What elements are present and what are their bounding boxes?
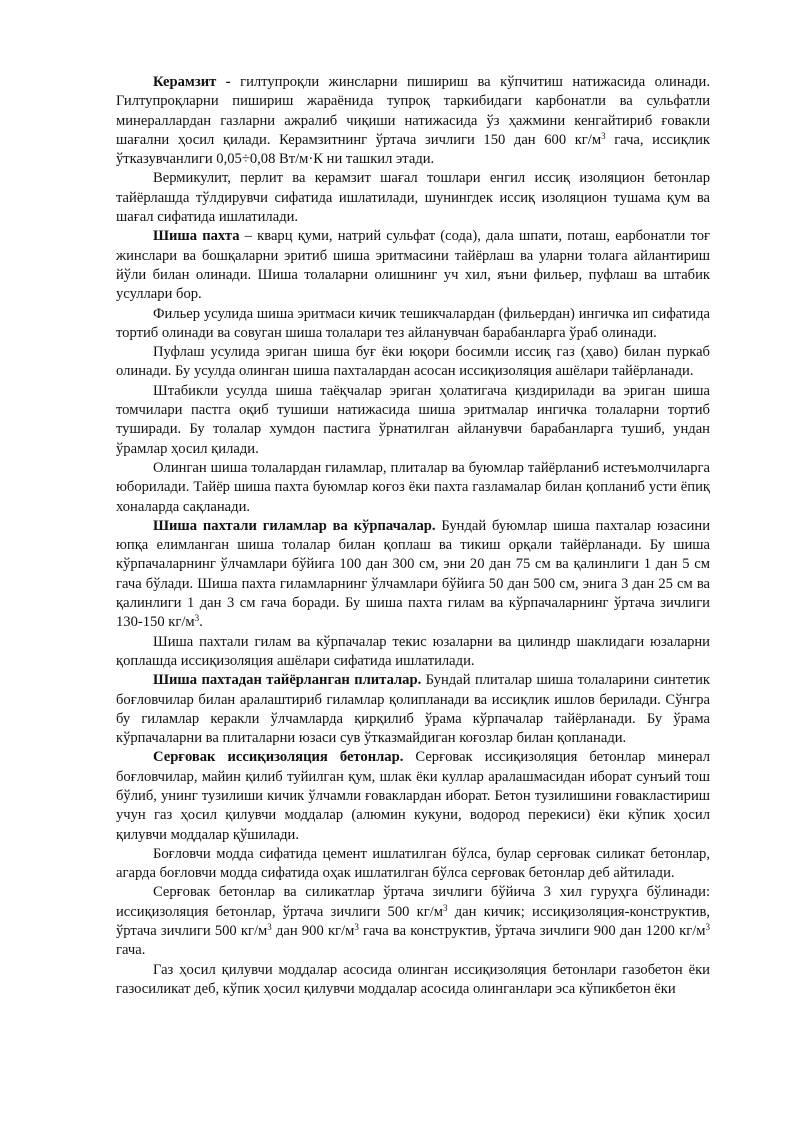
paragraph-filer: Фильер усулида шиша эритмаси кичик тешикчалардан (фильердан) ингичка ип сифатида тортиб олинади ва совуган шиша толалари тез айланувчан барабанларга ўраб олинади. [116,305,710,341]
paragraph-text: дан кичик; иссиқизоляция-конструктив, ўртача зичлиги 500 кг/м [116,903,710,940]
paragraph-keramzit [116,73,710,169]
paragraph-text: Бундай буюмлар шиша пахталар юзасини юпқа елимланган шиша толалар билан қоплаш ва тикиш орқали тайёрланади. Бу шиша кўрпачаларнинг ўлчамлари бўйига 100 дан 300 см, эни 20 дан 75 см ва қалинлиги 1 дан 5 см гача бўлади. Шиша пахта гиламларнинг ўлчамлари бўйига 50 дан 500 см, энига 3 дан 25 см ва қалинлиги 1 дан 3 см гача боради. Бу шиша пахта гилам ва кўрпачаларнинг ўртача зичлиги 130-150 кг/м [116,517,711,631]
paragraph-text: гача, иссиқлик ўтказувчанлиги 0,05÷0,08 Вт/м·К ни ташкил этади. [116,131,710,168]
paragraph-text: Бундай плиталар шиша толаларини синтетик боғловчилар билан аралаштириб гиламлар қолипланади ва иссиқлик ишлов берилади. Сўнгра бу гиламлар керакли ўлчамларда қирқилиб ўрама кўрпачалар тайёрланади. Бу ўрама кўрпачаларни ва плиталарни юзаси сув ўтказмайдиган коғозлар билан қопланади. [116,672,711,747]
superscript: 3 [354,922,359,933]
paragraph-text: – кварц қуми, натрий сульфат (сода), дала шпати, поташ, еарбонатли тоғ жинслари ва бошқаларни эритиб шиша эритмасини тайёрлаш ва уларни толага айлантириш йўли билан олинади. Шиша толаларни олишнинг уч хил, яъни фильер, пуфлаш ва штабик усуллари бор. [116,228,710,303]
paragraph-puflash: Пуфлаш усулида эриган шиша буғ ёки юқори босимли иссиқ газ (ҳаво) билан пуркаб олинади. Бу усулда олинган шиша пахталардан асосан иссиқизоляция ашёлари тайёрланади. [116,344,710,380]
paragraph-plitalar [116,671,710,748]
paragraph-gilam-usage: Шиша пахтали гилам ва кўрпачалар текис юзаларни ва цилиндр шаклидаги юзаларни қоплашда иссиқизоляция ашёлари сифатида ишлатилади. [116,633,710,669]
paragraph-text: гилтупроқли жинсларни пишириш ва кўпчитиш натижасида олинади. Гилтупроқларни пишириш жараёнида тупроқ таркибидаги карбонатли ва сульфатли минераллардан газларни ажралиб чиқиши натижасида ўз ҳажмини кенгайтириб ғовакли шағални ҳосил қилади. Керамзитнинг ўртача зичлиги 150 дан 600 кг/м [116,74,711,148]
paragraph-vermikulit: Вермикулит, перлит ва керамзит шағал тошлари енгил иссиқ изоляцион бетонлар тайёрлашда тўлдирувчи сифатида ишлатилади, шунингдек иссиқ изоляцион тушама қум ва шағал сифатида ишлатилади. [116,170,710,226]
paragraph-gazobeton: Газ ҳосил қилувчи моддалар асосида олинган иссиқизоляция бетонлари газобетон ёки газосиликат деб, кўпик ҳосил қилувчи моддалар асосида олинганлари эса кўпикбетон ёки [116,961,710,997]
superscript: 3 [705,922,710,933]
paragraph-text: дан 900 кг/м [271,923,355,940]
superscript: 3 [194,613,200,624]
term-keramzit: Керамзит - [153,74,231,90]
paragraph-shisha-pakhta [116,227,710,304]
term-shisha-pakhta: Шиша пахта [153,228,240,245]
term-gilamlar: Шиша пахтали гиламлар ва кўрпачалар. [153,517,436,534]
term-sergovak: Серғовак иссиқизоляция бетонлар. [153,749,404,766]
paragraph-text: . [199,614,203,631]
paragraph-sergovak [116,748,710,844]
paragraph-gilamlar [116,517,710,633]
paragraph-shtabik: Штабикли усулда шиша таёқчалар эриган ҳолатигача қиздирилади ва эриган шиша томчилари пастга оқиб тушиши натижасида шиша эритмалар ингичка толаларни тортиб туширади. Бу толалар хумдон пастига ўрнатилган айланувчи барабанларга тушиб, ундан ўрамлар ҳосил қилади. [116,382,710,457]
superscript: 3 [267,922,272,933]
superscript: 3 [601,130,606,141]
paragraph-boglovchi: Боғловчи модда сифатида цемент ишлатилган бўлса, булар серғовак силикат бетонлар, агарда боғловчи модда сифатида оҳак ишлатилган бўлса серғовак бетонлар деб айтилади. [116,845,710,882]
paragraph-text: гача ва конструктив, ўртача зичлиги 900 дан 1200 кг/м [358,923,706,940]
paragraph-guruh [116,883,710,960]
term-plitalar: Шиша пахтадан тайёрланган плиталар. [153,672,422,689]
document-page [116,73,710,999]
paragraph-text: Серғовак бетонлар ва силикатлар ўртача зичлиги бўйича 3 хил гуруҳга бўлинади: иссиқизоляция бетонлар, ўртача зичлиги 500 кг/м [116,884,710,920]
paragraph-olingan: Олинган шиша толалардан гиламлар, плиталар ва буюмлар тайёрланиб истеъмолчиларга юборилади. Тайёр шиша пахта буюмлар коғоз ёки пахта газламалар билан қопланиб усти ёпиқ хоналарда сақланади. [116,459,710,515]
paragraph-text: гача. [116,942,146,959]
superscript: 3 [443,902,448,913]
paragraph-text: Серғовак иссиқизоляция бетонлар минерал боғловчилар, майин қилиб туйилган қум, шлак ёки куллар аралашмасидан иборат сунъий тош бўлиб, унинг тузилиши кичик ўлчамли ғовaклардан иборат. Бетон тузилишини ғовакластириш учун газ ҳосил қилувчи моддалар (алюмин кукуни, водород перекиси) ёки кўпик ҳосил қилувчи моддалар қўшилади. [116,749,710,843]
